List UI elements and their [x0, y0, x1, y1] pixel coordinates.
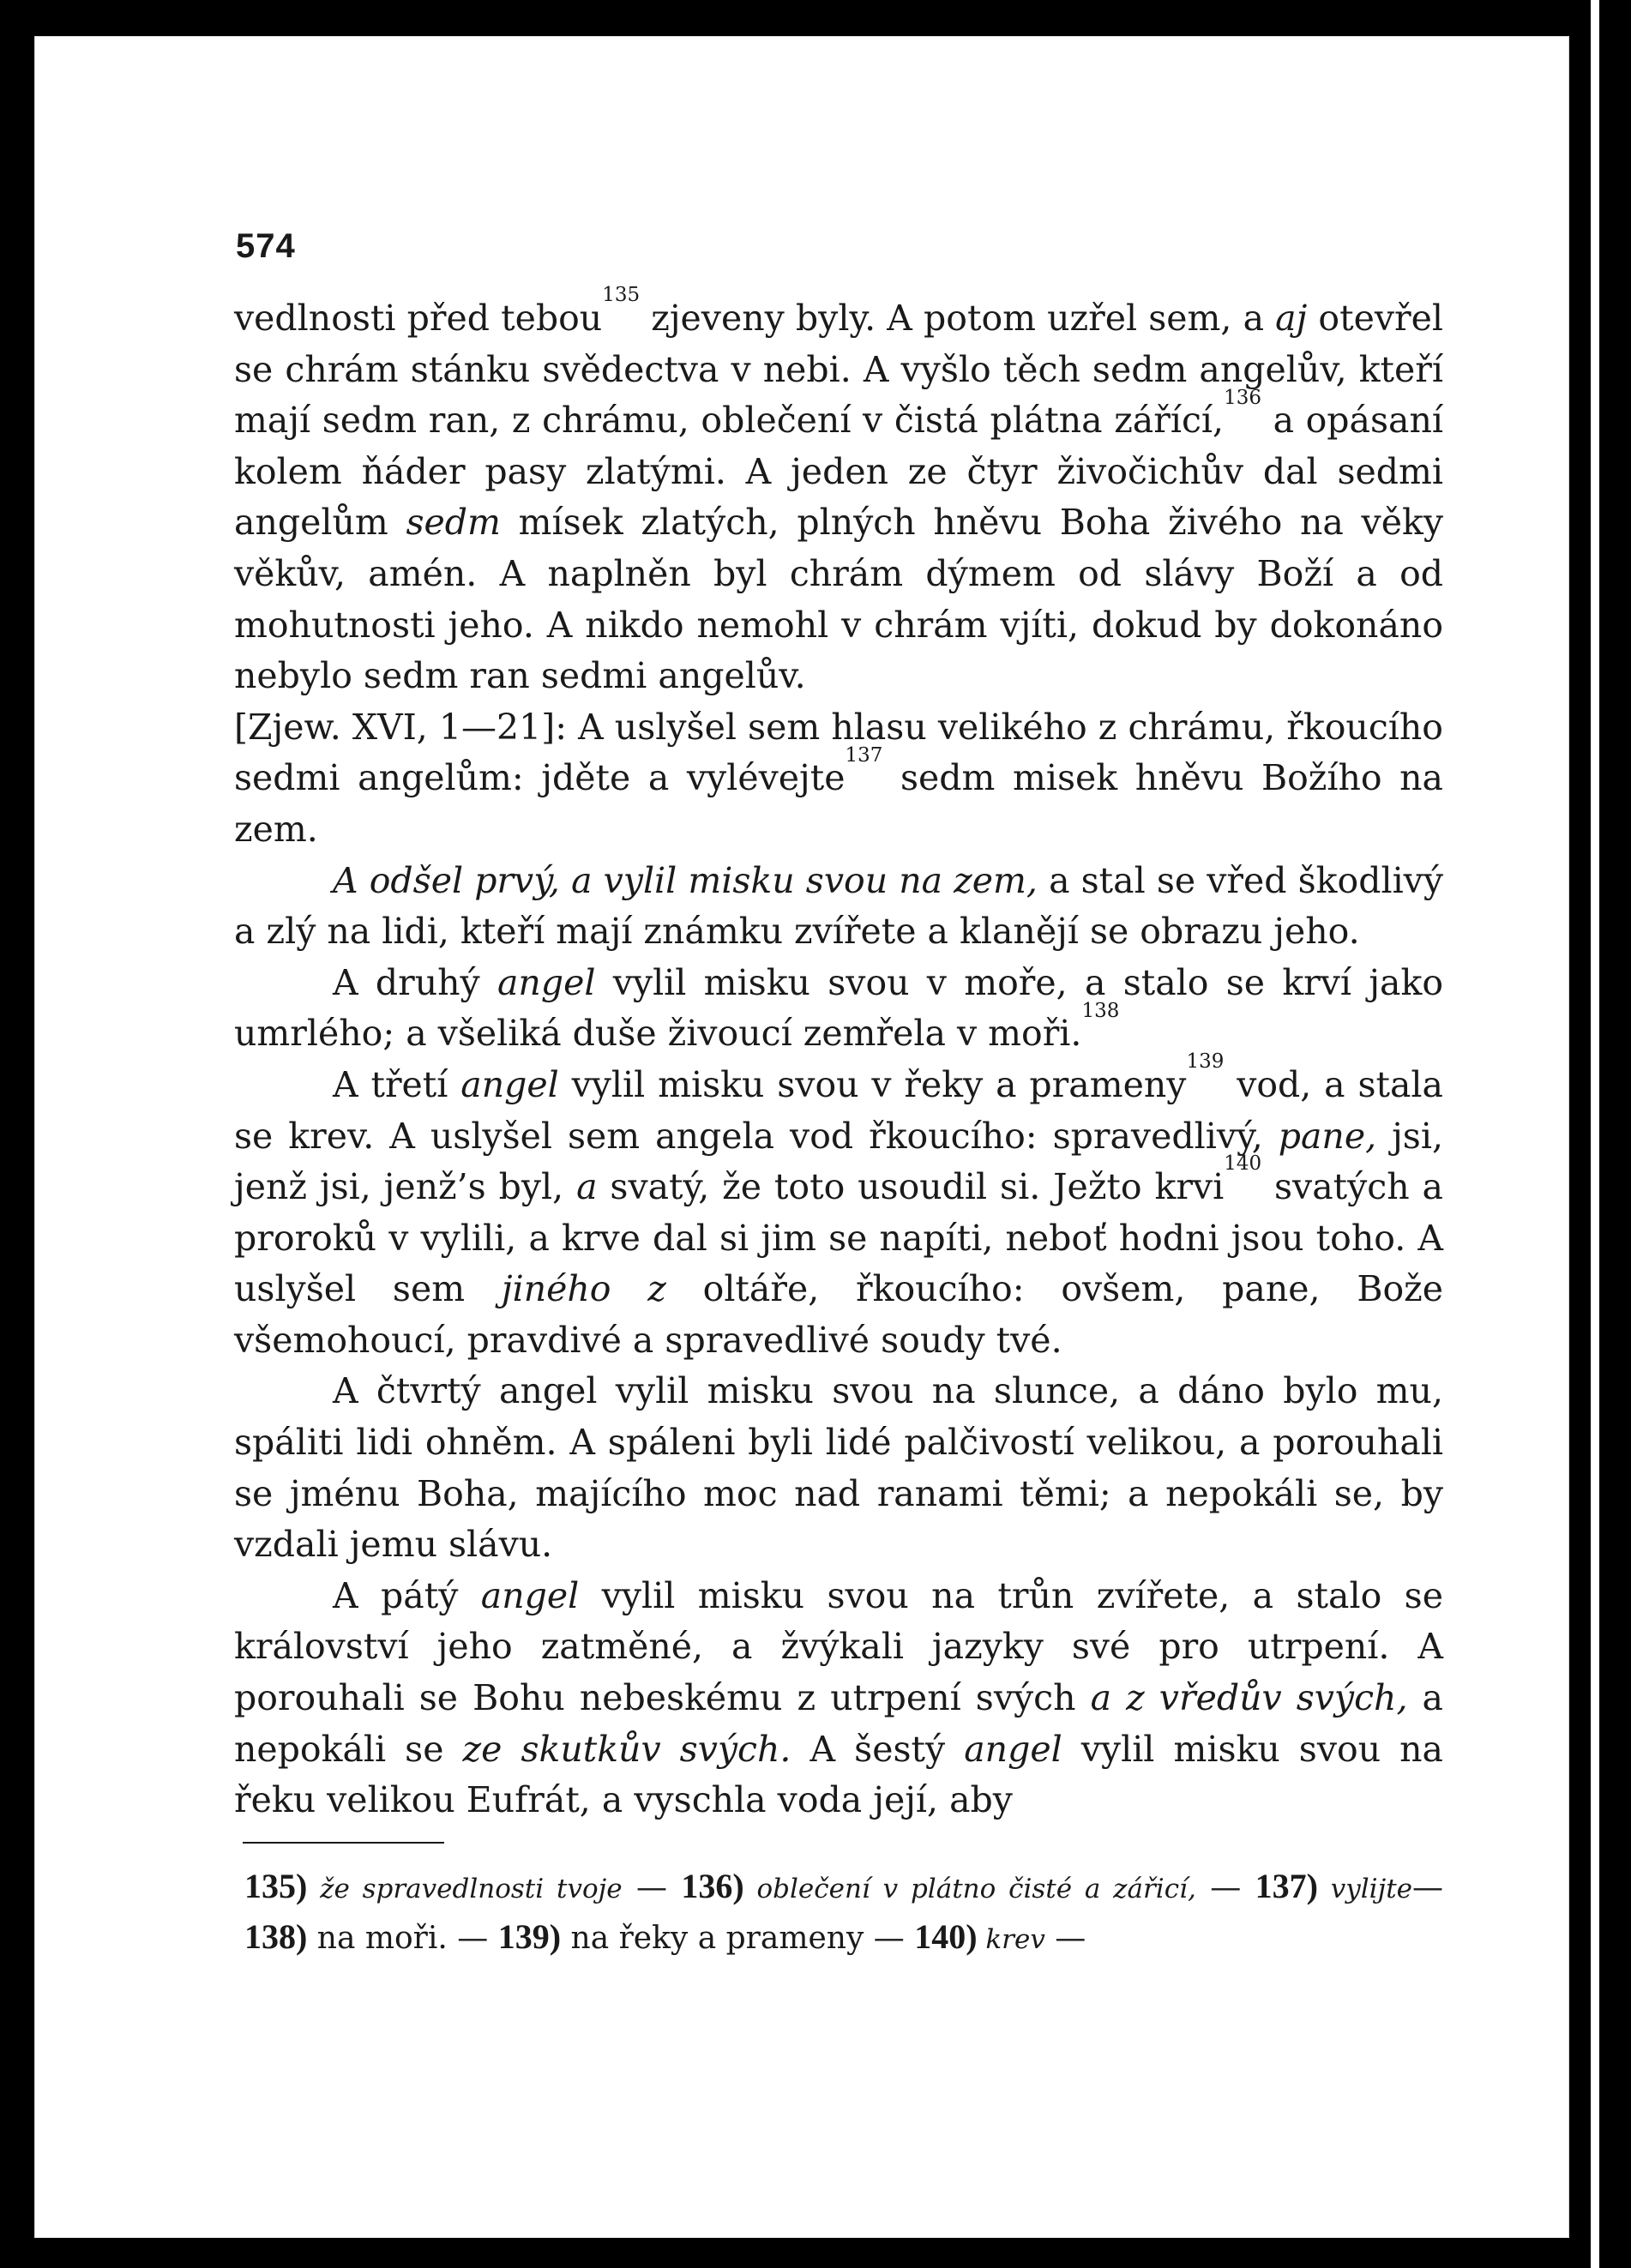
- text-run: svatý, že toto usoudil si. Ježto krvi: [597, 1166, 1225, 1208]
- footnote-number: 138): [244, 1916, 308, 1956]
- italic-text: sedm: [406, 502, 501, 544]
- italic-text: angel: [460, 1063, 559, 1105]
- italic-text: angel: [964, 1728, 1062, 1770]
- italic-text: jiného z: [501, 1268, 666, 1310]
- italic-text: a z vředův svých,: [1090, 1677, 1408, 1719]
- italic-text: a: [576, 1166, 598, 1208]
- text-run: sedm misek hněvu Božího na zem.: [234, 757, 1444, 850]
- italic-text: aj: [1275, 298, 1308, 339]
- footnote-number: 139): [497, 1916, 562, 1956]
- italic-text: pane,: [1278, 1115, 1377, 1157]
- footnote-divider: [243, 1842, 444, 1844]
- text-run: mísek zlatých, plných hněvu Boha živého na věky věkův, amén. A naplněn byl chrám dýmem od slávy Boží a od mohutnosti jeho. A nikdo nemohl v chrám vjíti, dokud by dokonáno nebylo sedm ran sedmi angelův.: [234, 502, 1443, 697]
- paragraph: [234, 958, 1443, 1060]
- paragraph: [234, 702, 1443, 856]
- footnote-marker: 136: [1224, 386, 1261, 409]
- text-run: A pátý: [333, 1574, 481, 1616]
- footnote-marker: 137: [845, 743, 883, 767]
- italic-text: vylijte: [1317, 1873, 1413, 1904]
- text-run: —: [1044, 1920, 1086, 1956]
- paragraph: [234, 856, 1443, 958]
- footnote-marker: 138: [1081, 999, 1120, 1022]
- footnote-number: 136): [681, 1866, 744, 1905]
- paragraph: [234, 284, 1443, 702]
- text-run: na moři. —: [307, 1920, 498, 1956]
- text-run: —: [622, 1869, 682, 1905]
- body-text: [234, 284, 1444, 1826]
- text-run: A druhý: [333, 961, 497, 1003]
- footnote-marker: 135: [602, 284, 641, 307]
- italic-text: že spravedlnosti tvoje: [307, 1873, 623, 1904]
- text-run: vylil misku svou na trůn zvířete, a stalo se království jeho zatměné, a žvýkali jazyky své pro utrpení. A porouhali se Bohu nebeskému z utrpení svých: [234, 1574, 1443, 1719]
- italic-text: ze skutkův svých.: [462, 1728, 791, 1770]
- text-run: oltáře, řkoucího: ovšem, pane, Bože všemohoucí, pravdivé a spravedlivé soudy tvé.: [234, 1268, 1444, 1361]
- text-run: vylil misku svou v řeky a prameny: [558, 1063, 1187, 1105]
- text-run: vod, a stala se krev. A uslyšel sem angela vod řkoucího: spravedlivý,: [234, 1063, 1443, 1157]
- italic-text: angel: [480, 1574, 580, 1616]
- italic-text: oblečení v plátno čisté a zářicí,: [743, 1873, 1196, 1904]
- footnote-number: 135): [244, 1866, 308, 1905]
- text-run: A třetí: [333, 1063, 461, 1105]
- italic-text: krev: [977, 1923, 1045, 1955]
- text-run: svatých a proroků v vylili, a krve dal si jim se napíti, neboť hodni jsou toho. A uslyšel sem: [234, 1166, 1443, 1310]
- text-run: A čtvrtý angel vylil misku svou na slunce, a dáno bylo mu, spáliti lidi ohněm. A spáleni byli lidé palčivostí velikou, a porouhali se jménu Boha, majícího moc nad ranami těmi; a nepokáli se, by vzdali jemu slávu.: [234, 1370, 1443, 1566]
- page-edge: [1591, 0, 1599, 2268]
- paragraph: [234, 1366, 1443, 1570]
- footnote-number: 137): [1255, 1866, 1318, 1905]
- text-run: zjeveny byly. A potom uzřel sem, a: [640, 298, 1276, 339]
- paragraph: [234, 1571, 1443, 1826]
- footnote-marker: 140: [1224, 1152, 1262, 1176]
- footnotes: [244, 1862, 1443, 1964]
- text-run: na řeky a prameny —: [561, 1920, 915, 1956]
- page-number: 574: [236, 227, 296, 265]
- text-run: a stal se vřed škodlivý a zlý na lidi, kteří mají známku zvířete a klanějí se obrazu jeho.: [234, 859, 1444, 953]
- text-run: A šestý: [791, 1728, 965, 1770]
- text-run: jsi, jenž jsi, jenž’s byl,: [234, 1115, 1443, 1208]
- text-run: a nepokáli se: [234, 1677, 1444, 1770]
- text-run: a opásaní kolem ňáder pasy zlatými. A jeden ze čtyr živočichův dal sedmi angelům: [234, 400, 1443, 544]
- page-content: [200, 227, 1443, 1964]
- text-run: vylil misku svou v moře, a stalo se krví jako umrlého; a všeliká duše živoucí zemřela v moři.: [234, 961, 1443, 1055]
- text-run: vedlnosti před tebou: [234, 298, 603, 339]
- text-run: [Zjew. XVI, 1—21]: A uslyšel sem hlasu velikého z chrámu, řkoucího sedmi angelům: jděte a vylévejte: [234, 706, 1443, 799]
- text-run: otevřel se chrám stánku svědectva v nebi. A vyšlo těch sedm angelův, kteří mají sedm ran, z chrámu, oblečení v čistá plátna zářící,: [234, 298, 1443, 442]
- footnote-number: 140): [914, 1916, 978, 1956]
- text-run: —: [1412, 1869, 1444, 1905]
- footnote-marker: 139: [1186, 1050, 1225, 1074]
- text-run: vylil misku svou na řeku velikou Eufrát, a vyschla voda její, aby: [234, 1728, 1444, 1821]
- text-run: —: [1195, 1869, 1255, 1905]
- paragraph: [234, 1050, 1444, 1367]
- italic-text: A odšel prvý, a vylil misku svou na zem,: [333, 859, 1038, 901]
- italic-text: angel: [497, 961, 596, 1003]
